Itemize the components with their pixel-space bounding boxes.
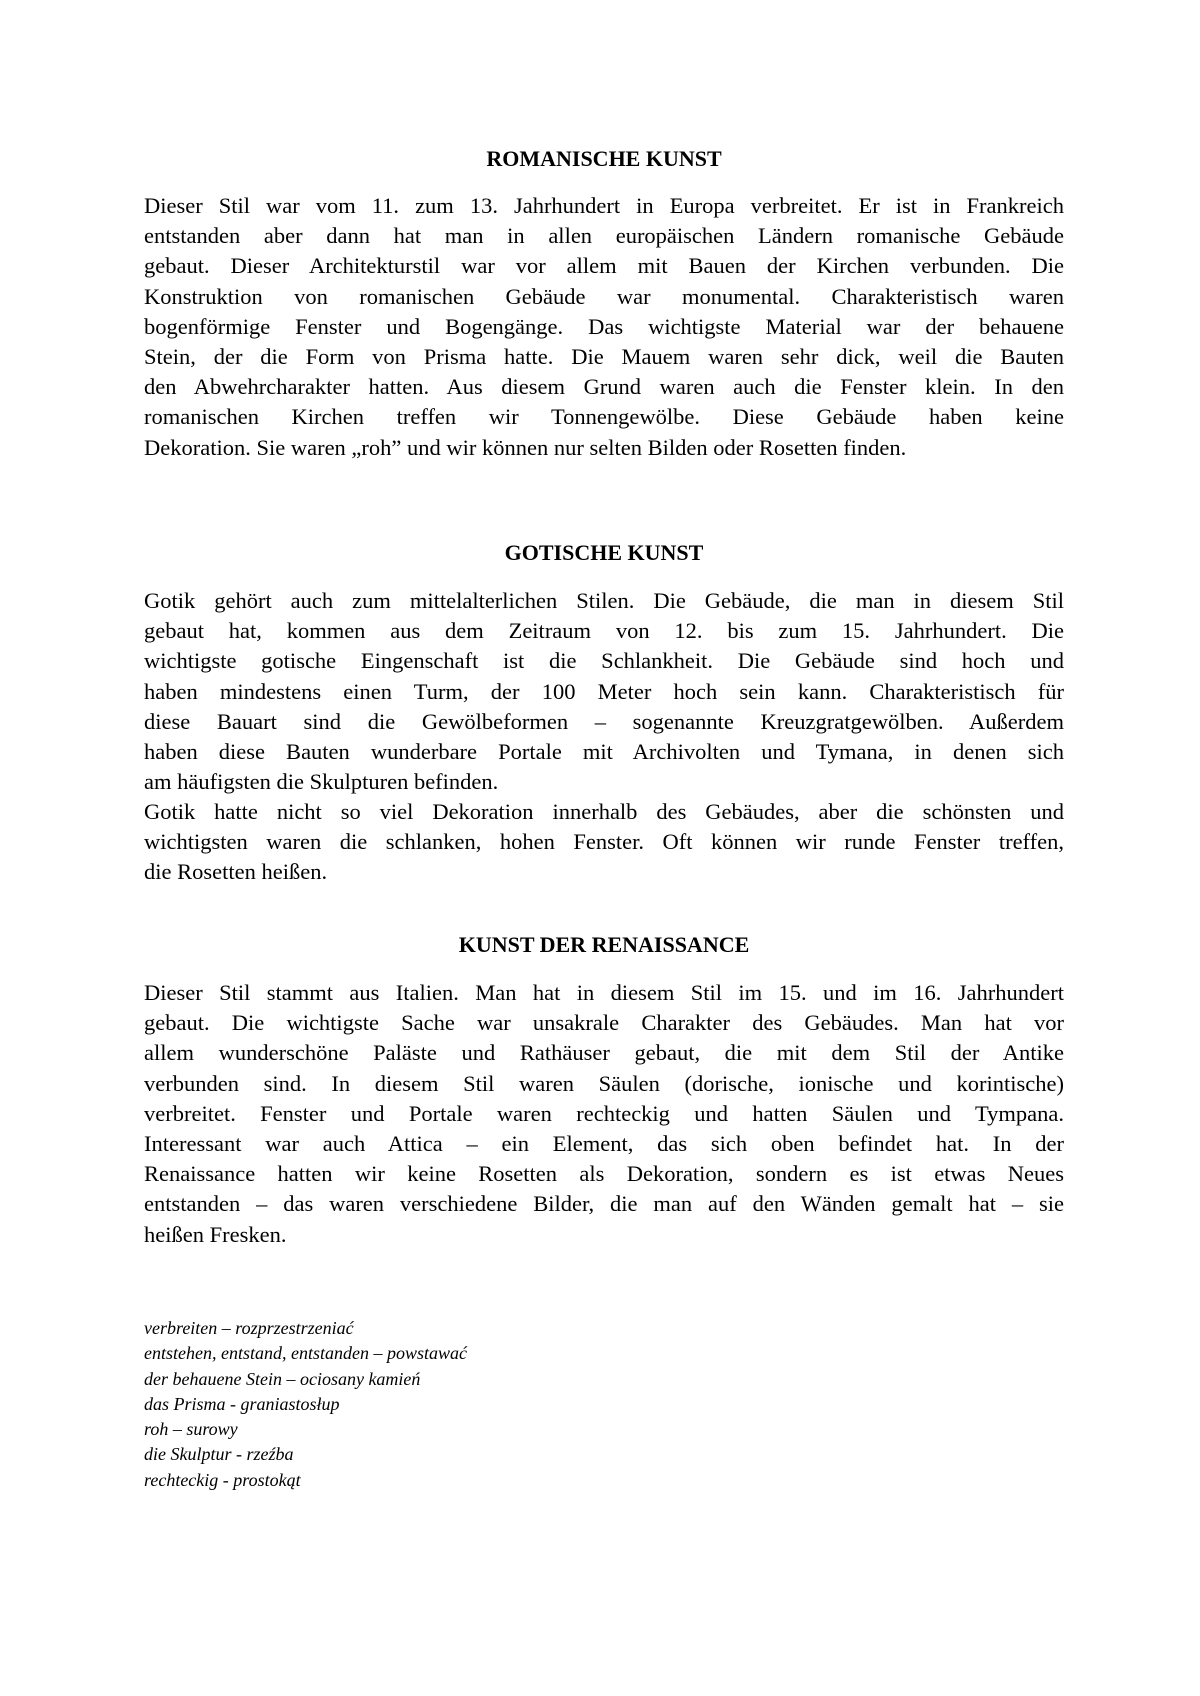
- vocabulary-item: verbreiten – rozprzestrzeniać: [144, 1318, 354, 1338]
- vocabulary-item: roh – surowy: [144, 1419, 238, 1440]
- text-line: gebaut hat, kommen aus dem Zeitraum von 12. bis zum 15. Jahrhundert. Die: [144, 618, 1064, 644]
- paragraph-renaissance: [144, 978, 1064, 1250]
- text-line: Renaissance hatten wir keine Rosetten als Dekoration, sondern es ist etwas Neues: [144, 1161, 1064, 1187]
- text-line: am häufigsten die Skulpturen befinden.: [144, 769, 499, 795]
- section-title-renaissance: KUNST DER RENAISSANCE: [458, 932, 750, 957]
- paragraph-gotische-2: [144, 797, 1064, 888]
- vocabulary-item: die Skulptur - rzeźba: [144, 1444, 294, 1465]
- text-line: Gotik hatte nicht so viel Dekoration innerhalb des Gebäudes, aber die schönsten und: [144, 799, 1064, 824]
- text-line: entstanden – das waren verschiedene Bilder, die man auf den Wänden gemalt hat – sie: [144, 1191, 1064, 1217]
- section-title-gotische: GOTISCHE KUNST: [504, 540, 704, 565]
- text-line: den Abwehrcharakter hatten. Aus diesem Grund waren auch die Fenster klein. In den: [144, 374, 1064, 400]
- text-line: Dieser Stil stammt aus Italien. Man hat in diesem Stil im 15. und im 16. Jahrhundert: [144, 980, 1064, 1005]
- text-line: entstanden aber dann hat man in allen europäischen Ländern romanische Gebäude: [144, 223, 1064, 249]
- text-line: gebaut. Dieser Architekturstil war vor allem mit Bauen der Kirchen verbunden. Die: [144, 253, 1064, 279]
- vocabulary-item: der behauene Stein – ociosany kamień: [144, 1368, 421, 1389]
- vocabulary-item: das Prisma - graniastosłup: [144, 1393, 340, 1414]
- text-line: romanischen Kirchen treffen wir Tonnengewölbe. Diese Gebäude haben keine: [144, 404, 1064, 430]
- text-line: Konstruktion von romanischen Gebäude war monumental. Charakteristisch waren: [144, 283, 1064, 309]
- paragraph-gotische-1: [144, 586, 1064, 797]
- text-line: Stein, der die Form von Prisma hatte. Die Mauem waren sehr dick, weil die Bauten: [144, 344, 1064, 370]
- text-line: verbreitet. Fenster und Portale waren rechteckig und hatten Säulen und Tympana.: [144, 1100, 1064, 1126]
- text-line: gebaut. Die wichtigste Sache war unsakrale Charakter des Gebäudes. Man hat vor: [144, 1010, 1064, 1036]
- text-line: wichtigsten waren die schlanken, hohen Fenster. Oft können wir runde Fenster treffen,: [144, 829, 1064, 855]
- section-title-romanische: ROMANISCHE KUNST: [486, 146, 722, 171]
- paragraph-romanische: [144, 191, 1064, 463]
- text-line: Gotik gehört auch zum mittelalterlichen Stilen. Die Gebäude, die man in diesem Stil: [144, 588, 1064, 613]
- text-line: haben diese Bauten wunderbare Portale mit Archivolten und Tymana, in denen sich: [144, 739, 1064, 765]
- text-line: allem wunderschöne Paläste und Rathäuser gebaut, die mit dem Stil der Antike: [144, 1040, 1064, 1066]
- text-line: heißen Fresken.: [144, 1221, 287, 1247]
- text-line: haben mindestens einen Turm, der 100 Meter hoch sein kann. Charakteristisch für: [144, 678, 1064, 704]
- text-line: Dieser Stil war vom 11. zum 13. Jahrhundert in Europa verbreitet. Er ist in Frankreich: [144, 193, 1064, 218]
- text-line: verbunden sind. In diesem Stil waren Säulen (dorische, ionische und korintische): [144, 1070, 1064, 1096]
- text-line: bogenförmige Fenster und Bogengänge. Das wichtigste Material war der behauene: [144, 313, 1064, 339]
- vocabulary-item: rechteckig - prostokąt: [144, 1469, 301, 1490]
- text-line: die Rosetten heißen.: [144, 859, 328, 885]
- text-line: wichtigste gotische Eingenschaft ist die Schlankheit. Die Gebäude sind hoch und: [144, 648, 1064, 674]
- text-line: Dekoration. Sie waren „roh” und wir können nur selten Bilden oder Rosetten finden.: [144, 434, 907, 460]
- text-line: Interessant war auch Attica – ein Element, das sich oben befindet hat. In der: [144, 1131, 1064, 1157]
- vocabulary-list: [144, 1316, 844, 1493]
- text-line: diese Bauart sind die Gewölbeformen – sogenannte Kreuzgratgewölben. Außerdem: [144, 708, 1064, 734]
- vocabulary-item: entstehen, entstand, entstanden – powstawać: [144, 1343, 467, 1364]
